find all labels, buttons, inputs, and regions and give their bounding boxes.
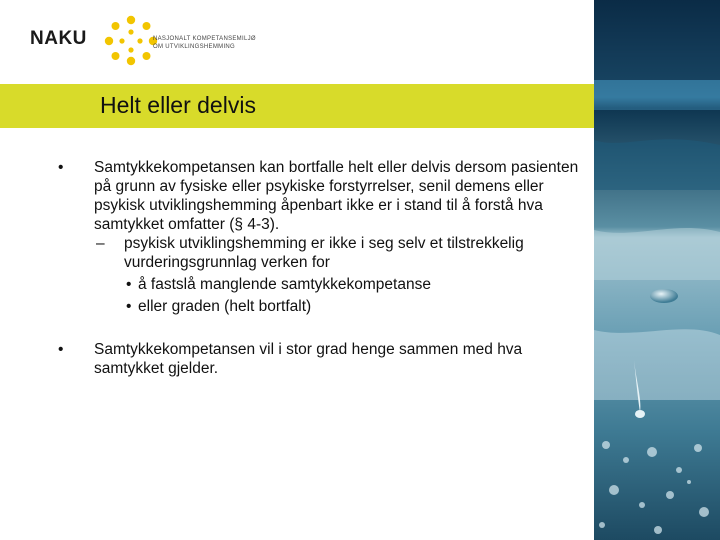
slide-content xyxy=(58,158,588,378)
bullet-dot-icon: • xyxy=(58,341,64,358)
sub-bullet-text: psykisk utviklingshemming er ikke i seg selv et tilstrekkelig vurderingsgrunnlag verken for xyxy=(124,235,524,271)
bullet-item xyxy=(58,340,588,378)
water-photo xyxy=(594,0,720,540)
title-bar xyxy=(0,84,600,128)
sub-bullet-item xyxy=(72,234,588,272)
water-photo-icon xyxy=(594,0,720,540)
sub-sub-bullet-item xyxy=(58,297,588,316)
sub-sub-bullet-text: å fastslå manglende samtykkekompetanse xyxy=(138,276,431,293)
logo-sun-icon xyxy=(102,14,160,68)
bullet-text: Samtykkekompetansen vil i stor grad henge sammen med hva samtykket gjelder. xyxy=(94,341,523,377)
logo-subtitle: NASJONALT KOMPETANSEMILJØ OM UTVIKLINGSHEMMING xyxy=(153,36,256,50)
sub-sub-bullet-text: eller graden (helt bortfalt) xyxy=(138,298,312,315)
bullet-dot-icon: • xyxy=(126,276,132,293)
dash-icon: – xyxy=(96,235,105,252)
naku-logo xyxy=(30,14,290,64)
bullet-text: Samtykkekompetansen kan bortfalle helt eller delvis dersom pasienten på grunn av fysiske eller psykiske forstyrrelser, senil demens eller psykisk utviklingshemming åpenbart ikke er i stand til å forstå hva samtykket omfatter (§ 4-3). xyxy=(94,159,579,233)
logo-wordmark: NAKU xyxy=(30,28,87,49)
bullet-item xyxy=(58,158,588,234)
bullet-dot-icon: • xyxy=(126,298,132,315)
sub-sub-bullet-item xyxy=(58,275,588,294)
bullet-dot-icon: • xyxy=(58,159,64,176)
slide-title: Helt eller delvis xyxy=(100,92,256,118)
